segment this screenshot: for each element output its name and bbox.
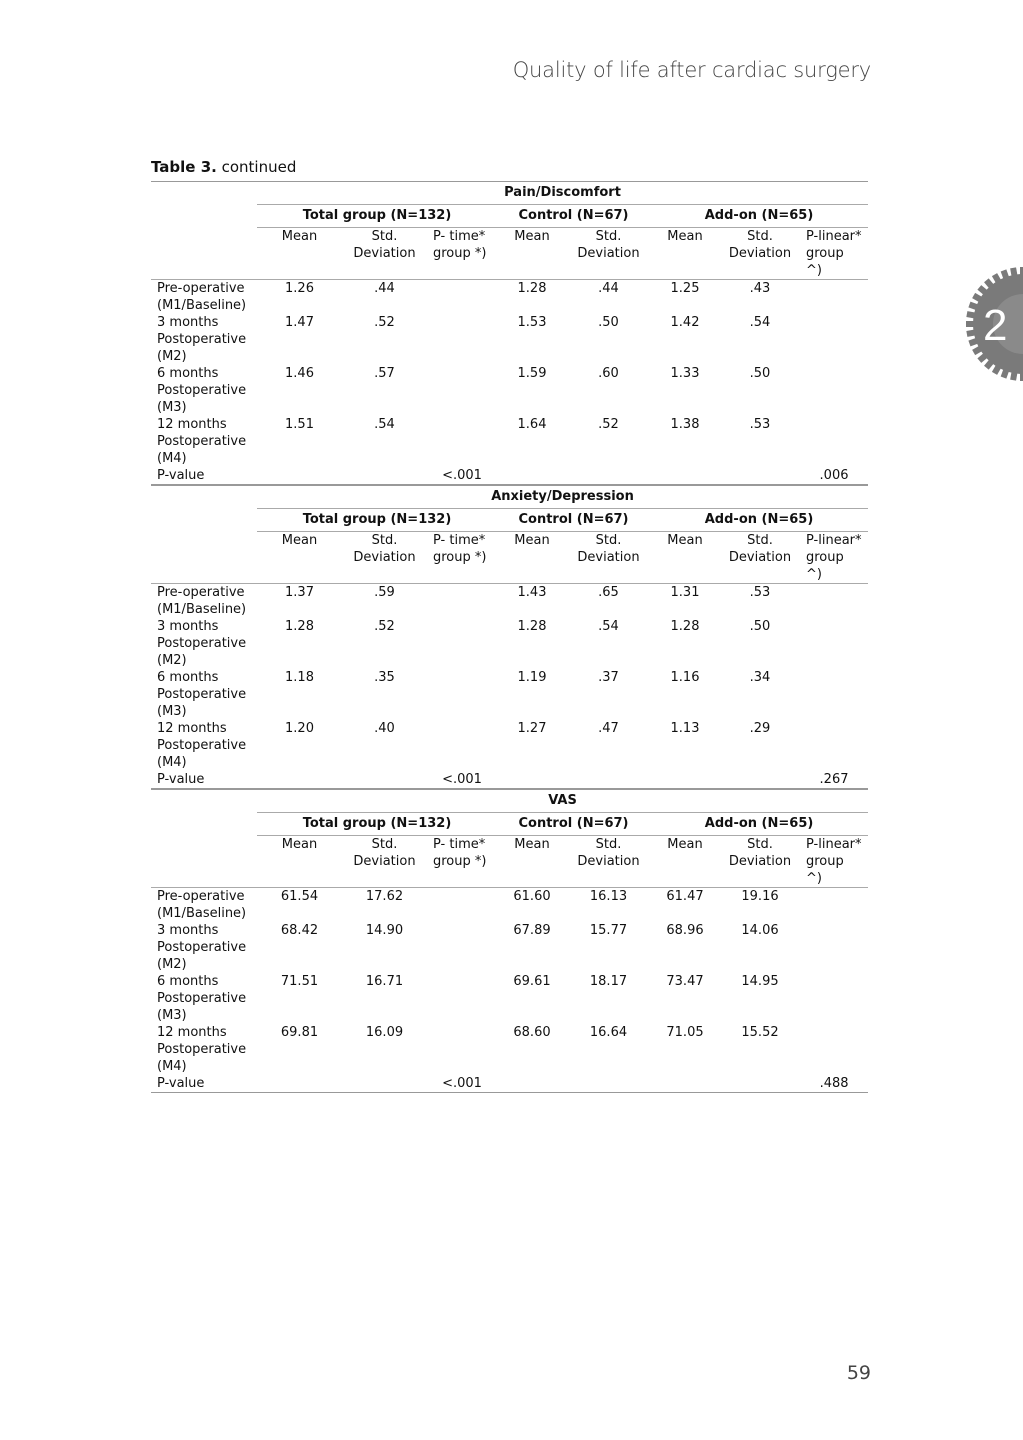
col-mean: Mean	[650, 532, 720, 584]
row-label-line: (M3)	[157, 704, 187, 719]
value-cell: .40	[374, 721, 395, 736]
value-cell: 18.17	[589, 974, 628, 989]
col-p-linear-line1: P-linear*	[806, 837, 862, 852]
value-cell: 1.33	[670, 366, 700, 381]
value-cell: 1.37	[285, 585, 314, 600]
section-table	[151, 485, 868, 789]
row-label-line: Postoperative	[157, 991, 247, 1006]
value-cell: .44	[374, 281, 395, 296]
col-std-line2: Deviation	[353, 550, 416, 565]
col-std-line2: Deviation	[728, 854, 792, 869]
col-p-time	[427, 532, 497, 584]
table-label: Table 3.	[151, 158, 217, 176]
col-std-line2: Deviation	[728, 246, 792, 261]
row-label-line: (M1/Baseline)	[157, 906, 247, 921]
value-cell: 16.64	[589, 1025, 628, 1040]
value-cell: 68.96	[666, 923, 704, 938]
col-std-line1: Std.	[371, 533, 398, 548]
value-cell: 1.28	[285, 619, 314, 634]
value-cell: 14.06	[741, 923, 779, 938]
value-cell: 16.09	[365, 1025, 404, 1040]
value-cell: 61.60	[513, 889, 551, 904]
value-cell: 1.26	[285, 281, 314, 296]
value-cell: 16.13	[589, 889, 628, 904]
value-cell: .35	[374, 670, 395, 685]
group-addon: Add-on (N=65)	[650, 509, 868, 532]
value-cell: 1.28	[517, 281, 547, 296]
row-label-line: 12 months	[157, 1025, 227, 1040]
value-cell: .47	[598, 721, 619, 736]
pvalue-label: P-value	[151, 1075, 257, 1093]
value-cell: .54	[598, 619, 619, 634]
value-cell: 15.77	[589, 923, 628, 938]
p-linear-value: .267	[800, 771, 868, 789]
table-row	[151, 669, 868, 720]
value-cell: 19.16	[741, 889, 779, 904]
col-std-line1: Std.	[371, 229, 398, 244]
value-cell: 68.42	[280, 923, 319, 938]
col-std-line2: Deviation	[577, 854, 640, 869]
table-row	[151, 973, 868, 1024]
value-cell: .44	[598, 281, 619, 296]
row-label	[151, 365, 257, 416]
pvalue-label: P-value	[151, 467, 257, 485]
row-label	[151, 888, 257, 923]
value-cell: 1.64	[517, 417, 547, 432]
col-mean: Mean	[650, 836, 720, 888]
col-p-linear	[800, 836, 868, 888]
value-cell: 68.60	[513, 1025, 551, 1040]
value-cell: .50	[749, 619, 771, 634]
row-label-line: 6 months	[157, 670, 219, 685]
row-label-line: (M3)	[157, 400, 187, 415]
row-label-line: Postoperative	[157, 738, 247, 753]
value-cell: 61.47	[666, 889, 704, 904]
value-cell: .50	[749, 366, 771, 381]
value-cell: .37	[598, 670, 619, 685]
col-std-line1: Std.	[747, 837, 773, 852]
col-std-line1: Std.	[747, 229, 773, 244]
value-cell: 16.71	[365, 974, 404, 989]
pvalue-row	[151, 467, 868, 485]
row-label-line: (M1/Baseline)	[157, 602, 247, 617]
col-p-linear-line2: group ^)	[806, 246, 844, 278]
col-p-time-line2: group *)	[433, 854, 487, 869]
col-std	[720, 836, 800, 888]
value-cell: 1.59	[517, 366, 547, 381]
value-cell: 1.47	[285, 315, 314, 330]
row-label-line: (M2)	[157, 957, 187, 972]
p-linear-value: .488	[800, 1075, 868, 1093]
value-cell: 69.81	[280, 1025, 319, 1040]
value-cell: .57	[374, 366, 395, 381]
row-label-line: 3 months	[157, 315, 219, 330]
col-p-linear-line2: group ^)	[806, 550, 844, 582]
row-label-line: Postoperative	[157, 687, 247, 702]
value-cell: .52	[374, 619, 395, 634]
value-cell: 69.61	[513, 974, 551, 989]
value-cell: 1.46	[285, 366, 314, 381]
col-mean: Mean	[497, 836, 567, 888]
col-std-line1: Std.	[595, 229, 622, 244]
row-label-line: 12 months	[157, 417, 227, 432]
group-control: Control (N=67)	[497, 509, 650, 532]
col-std-line2: Deviation	[577, 550, 640, 565]
section-title: Anxiety/Depression	[257, 486, 868, 509]
value-cell: .34	[749, 670, 771, 685]
row-label-line: Pre-operative	[157, 585, 245, 600]
row-label	[151, 314, 257, 365]
col-std	[342, 228, 427, 280]
col-std-line1: Std.	[371, 837, 398, 852]
value-cell: .52	[374, 315, 395, 330]
value-cell: .60	[598, 366, 619, 381]
col-p-time-line1: P- time*	[433, 533, 486, 548]
col-p-linear-line1: P-linear*	[806, 229, 862, 244]
col-mean: Mean	[257, 532, 342, 584]
row-label-line: 3 months	[157, 619, 219, 634]
value-cell: .54	[374, 417, 395, 432]
col-mean: Mean	[257, 228, 342, 280]
pvalue-row	[151, 1075, 868, 1093]
row-label-line: Pre-operative	[157, 889, 245, 904]
row-label-line: 12 months	[157, 721, 227, 736]
row-label-line: (M2)	[157, 349, 187, 364]
col-std	[342, 836, 427, 888]
page-number: 59	[846, 1362, 871, 1384]
value-cell: .65	[598, 585, 619, 600]
statistics-tables	[151, 181, 868, 1093]
col-std	[567, 228, 650, 280]
group-total: Total group (N=132)	[257, 205, 497, 228]
table-row	[151, 618, 868, 669]
row-label-line: Postoperative	[157, 636, 247, 651]
value-cell: 1.38	[670, 417, 700, 432]
row-label-line: (M4)	[157, 755, 187, 770]
col-mean: Mean	[497, 532, 567, 584]
value-cell: .54	[749, 315, 771, 330]
section-title: VAS	[257, 790, 868, 813]
value-cell: 1.16	[670, 670, 700, 685]
row-label-line: (M1/Baseline)	[157, 298, 247, 313]
col-std	[567, 836, 650, 888]
row-label-line: Postoperative	[157, 940, 247, 955]
col-mean: Mean	[257, 836, 342, 888]
value-cell: 61.54	[280, 889, 319, 904]
col-std	[720, 228, 800, 280]
row-label-line: (M2)	[157, 653, 187, 668]
col-p-time	[427, 228, 497, 280]
value-cell: 1.31	[670, 585, 700, 600]
pvalue-row	[151, 771, 868, 789]
row-label	[151, 922, 257, 973]
value-cell: .59	[374, 585, 395, 600]
value-cell: 71.51	[280, 974, 319, 989]
table-row	[151, 1024, 868, 1075]
value-cell: 1.51	[285, 417, 314, 432]
col-mean: Mean	[497, 228, 567, 280]
value-cell: 15.52	[741, 1025, 779, 1040]
col-std-line2: Deviation	[353, 246, 416, 261]
value-cell: 14.90	[365, 923, 404, 938]
col-std-line1: Std.	[595, 533, 622, 548]
row-label	[151, 584, 257, 619]
value-cell: 1.27	[517, 721, 547, 736]
chapter-tab-gear-icon	[965, 266, 1023, 382]
col-std	[342, 532, 427, 584]
table-row	[151, 584, 868, 619]
group-total: Total group (N=132)	[257, 509, 497, 532]
section-title: Pain/Discomfort	[257, 182, 868, 205]
table-row	[151, 720, 868, 771]
row-label-line: 6 months	[157, 366, 219, 381]
chapter-number: 2	[983, 301, 1008, 350]
value-cell: .29	[749, 721, 771, 736]
col-p-time-line1: P- time*	[433, 837, 486, 852]
row-label	[151, 973, 257, 1024]
table-row	[151, 280, 868, 315]
row-label-line: Postoperative	[157, 1042, 247, 1057]
row-label-line: Postoperative	[157, 383, 247, 398]
value-cell: 14.95	[741, 974, 779, 989]
value-cell: 73.47	[666, 974, 704, 989]
p-time-value: <.001	[427, 1075, 497, 1093]
row-label	[151, 669, 257, 720]
value-cell: 1.18	[285, 670, 314, 685]
value-cell: 1.13	[670, 721, 700, 736]
row-label-line: (M4)	[157, 1059, 187, 1074]
value-cell: 1.19	[517, 670, 547, 685]
row-label-line: Postoperative	[157, 332, 247, 347]
table-caption	[151, 158, 296, 176]
group-addon: Add-on (N=65)	[650, 813, 868, 836]
col-std-line1: Std.	[747, 533, 773, 548]
col-std	[720, 532, 800, 584]
value-cell: 1.28	[670, 619, 700, 634]
col-p-linear	[800, 532, 868, 584]
col-std-line2: Deviation	[353, 854, 416, 869]
p-time-value: <.001	[427, 467, 497, 485]
value-cell: 1.43	[517, 585, 547, 600]
table-row	[151, 416, 868, 467]
group-addon: Add-on (N=65)	[650, 205, 868, 228]
row-label-line: Pre-operative	[157, 281, 245, 296]
value-cell: .52	[598, 417, 619, 432]
row-label	[151, 618, 257, 669]
col-p-linear-line2: group ^)	[806, 854, 844, 886]
col-std-line1: Std.	[595, 837, 622, 852]
value-cell: .50	[598, 315, 619, 330]
row-label-line: Postoperative	[157, 434, 247, 449]
row-label	[151, 280, 257, 315]
table-row	[151, 314, 868, 365]
group-control: Control (N=67)	[497, 205, 650, 228]
table-row	[151, 922, 868, 973]
value-cell: .53	[749, 585, 771, 600]
col-p-time	[427, 836, 497, 888]
value-cell: 1.28	[517, 619, 547, 634]
p-linear-value: .006	[800, 467, 868, 485]
row-label	[151, 720, 257, 771]
table-row	[151, 365, 868, 416]
value-cell: .53	[749, 417, 771, 432]
value-cell: 67.89	[513, 923, 551, 938]
col-p-time-line1: P- time*	[433, 229, 486, 244]
table-caption-text: continued	[216, 158, 297, 176]
row-label-line: (M4)	[157, 451, 187, 466]
col-p-linear	[800, 228, 868, 280]
section-table	[151, 789, 868, 1093]
value-cell: 17.62	[365, 889, 404, 904]
row-label-line: 3 months	[157, 923, 219, 938]
pvalue-label: P-value	[151, 771, 257, 789]
row-label-line: (M3)	[157, 1008, 187, 1023]
row-label-line: 6 months	[157, 974, 219, 989]
col-std-line2: Deviation	[728, 550, 792, 565]
group-control: Control (N=67)	[497, 813, 650, 836]
col-p-linear-line1: P-linear*	[806, 533, 862, 548]
col-mean: Mean	[650, 228, 720, 280]
value-cell: 1.53	[517, 315, 547, 330]
col-std	[567, 532, 650, 584]
section-table	[151, 181, 868, 485]
value-cell: 1.20	[285, 721, 314, 736]
p-time-value: <.001	[427, 771, 497, 789]
running-head: Quality of life after cardiac surgery	[512, 58, 871, 82]
group-total: Total group (N=132)	[257, 813, 497, 836]
value-cell: 1.42	[670, 315, 700, 330]
row-label	[151, 416, 257, 467]
value-cell: .43	[749, 281, 771, 296]
col-p-time-line2: group *)	[433, 550, 487, 565]
col-std-line2: Deviation	[577, 246, 640, 261]
row-label	[151, 1024, 257, 1075]
col-p-time-line2: group *)	[433, 246, 487, 261]
value-cell: 71.05	[666, 1025, 704, 1040]
value-cell: 1.25	[670, 281, 700, 296]
table-row	[151, 888, 868, 923]
